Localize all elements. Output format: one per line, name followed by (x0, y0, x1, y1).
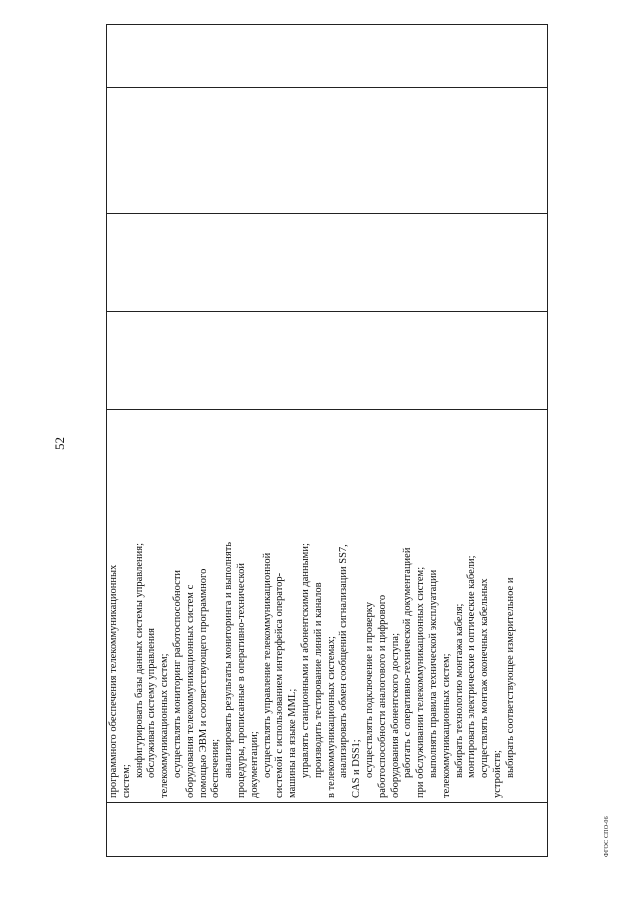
table-cell-empty (107, 88, 548, 214)
skills-line: устройств; (491, 750, 503, 798)
skills-line: CAS и DSS1; (351, 739, 363, 798)
skills-line: производить тестирование линий и каналов (312, 582, 324, 778)
skills-line: анализировать результаты мониторинга и выполнять (223, 541, 235, 778)
skills-line: процедуры, прописанные в оперативно-технической (235, 563, 247, 798)
skills-line: работоспособности аналогового и цифрового (376, 594, 388, 798)
skills-line: машины на языке MML; (287, 688, 299, 798)
skills-line: работать с оперативно-технической документацией (402, 547, 414, 778)
table-cell-skills (107, 410, 548, 803)
skills-line: выбирать соответствующее измерительное и (504, 577, 516, 778)
skills-list (107, 410, 518, 802)
skills-line: конфигурировать базы данных системы управления; (133, 543, 145, 778)
skills-line: системой с использованием интерфейса оператор- (274, 572, 286, 798)
skills-line: помощью ЭВМ и соответствующего программного (197, 568, 209, 798)
skills-line: управлять станционными и абонентскими данными; (299, 543, 311, 778)
skills-line: программного обеспечения телекоммуникационных (108, 564, 119, 798)
footer-code: ФГОС СПО-06 (604, 816, 610, 857)
skills-line: монтировать электрические и оптические кабели; (466, 555, 478, 778)
table-cell-empty (107, 312, 548, 410)
skills-line: телекоммуникационных систем; (440, 653, 452, 798)
skills-line: осуществлять мониторинг работоспособности (171, 569, 183, 778)
skills-line: систем; (120, 764, 132, 798)
standards-table (106, 24, 548, 857)
skills-line: анализировать обмен сообщений сигнализации SS7, (338, 544, 350, 778)
skills-line: оборудования абонентского доступа; (389, 633, 401, 798)
skills-line: выбирать технологию монтажа кабеля; (453, 603, 465, 778)
page-number: 52 (52, 437, 67, 450)
skills-line: осуществлять управление телекоммуникационной (261, 552, 273, 778)
skills-line: оборудования телекоммуникационных систем с (184, 584, 196, 798)
table-cell-empty (107, 25, 548, 88)
table-cell-index (107, 803, 548, 857)
skills-line: телекоммуникационных систем; (159, 653, 171, 798)
skills-line: в телекоммуникационных системах; (325, 636, 337, 798)
skills-line: обслуживать систему управления (146, 628, 158, 778)
skills-line: осуществлять подключение и проверку (363, 602, 375, 778)
skills-line: выполнять правила технической эксплуатации (427, 569, 439, 778)
table-row (107, 25, 548, 857)
skills-line: осуществлять монтаж оконечных кабельных (479, 578, 491, 778)
skills-line: при обслуживании телекоммуникационных систем; (415, 566, 427, 798)
skills-line: документации; (248, 731, 260, 798)
table-cell-empty (107, 214, 548, 312)
skills-line: обеспечения; (210, 739, 222, 798)
